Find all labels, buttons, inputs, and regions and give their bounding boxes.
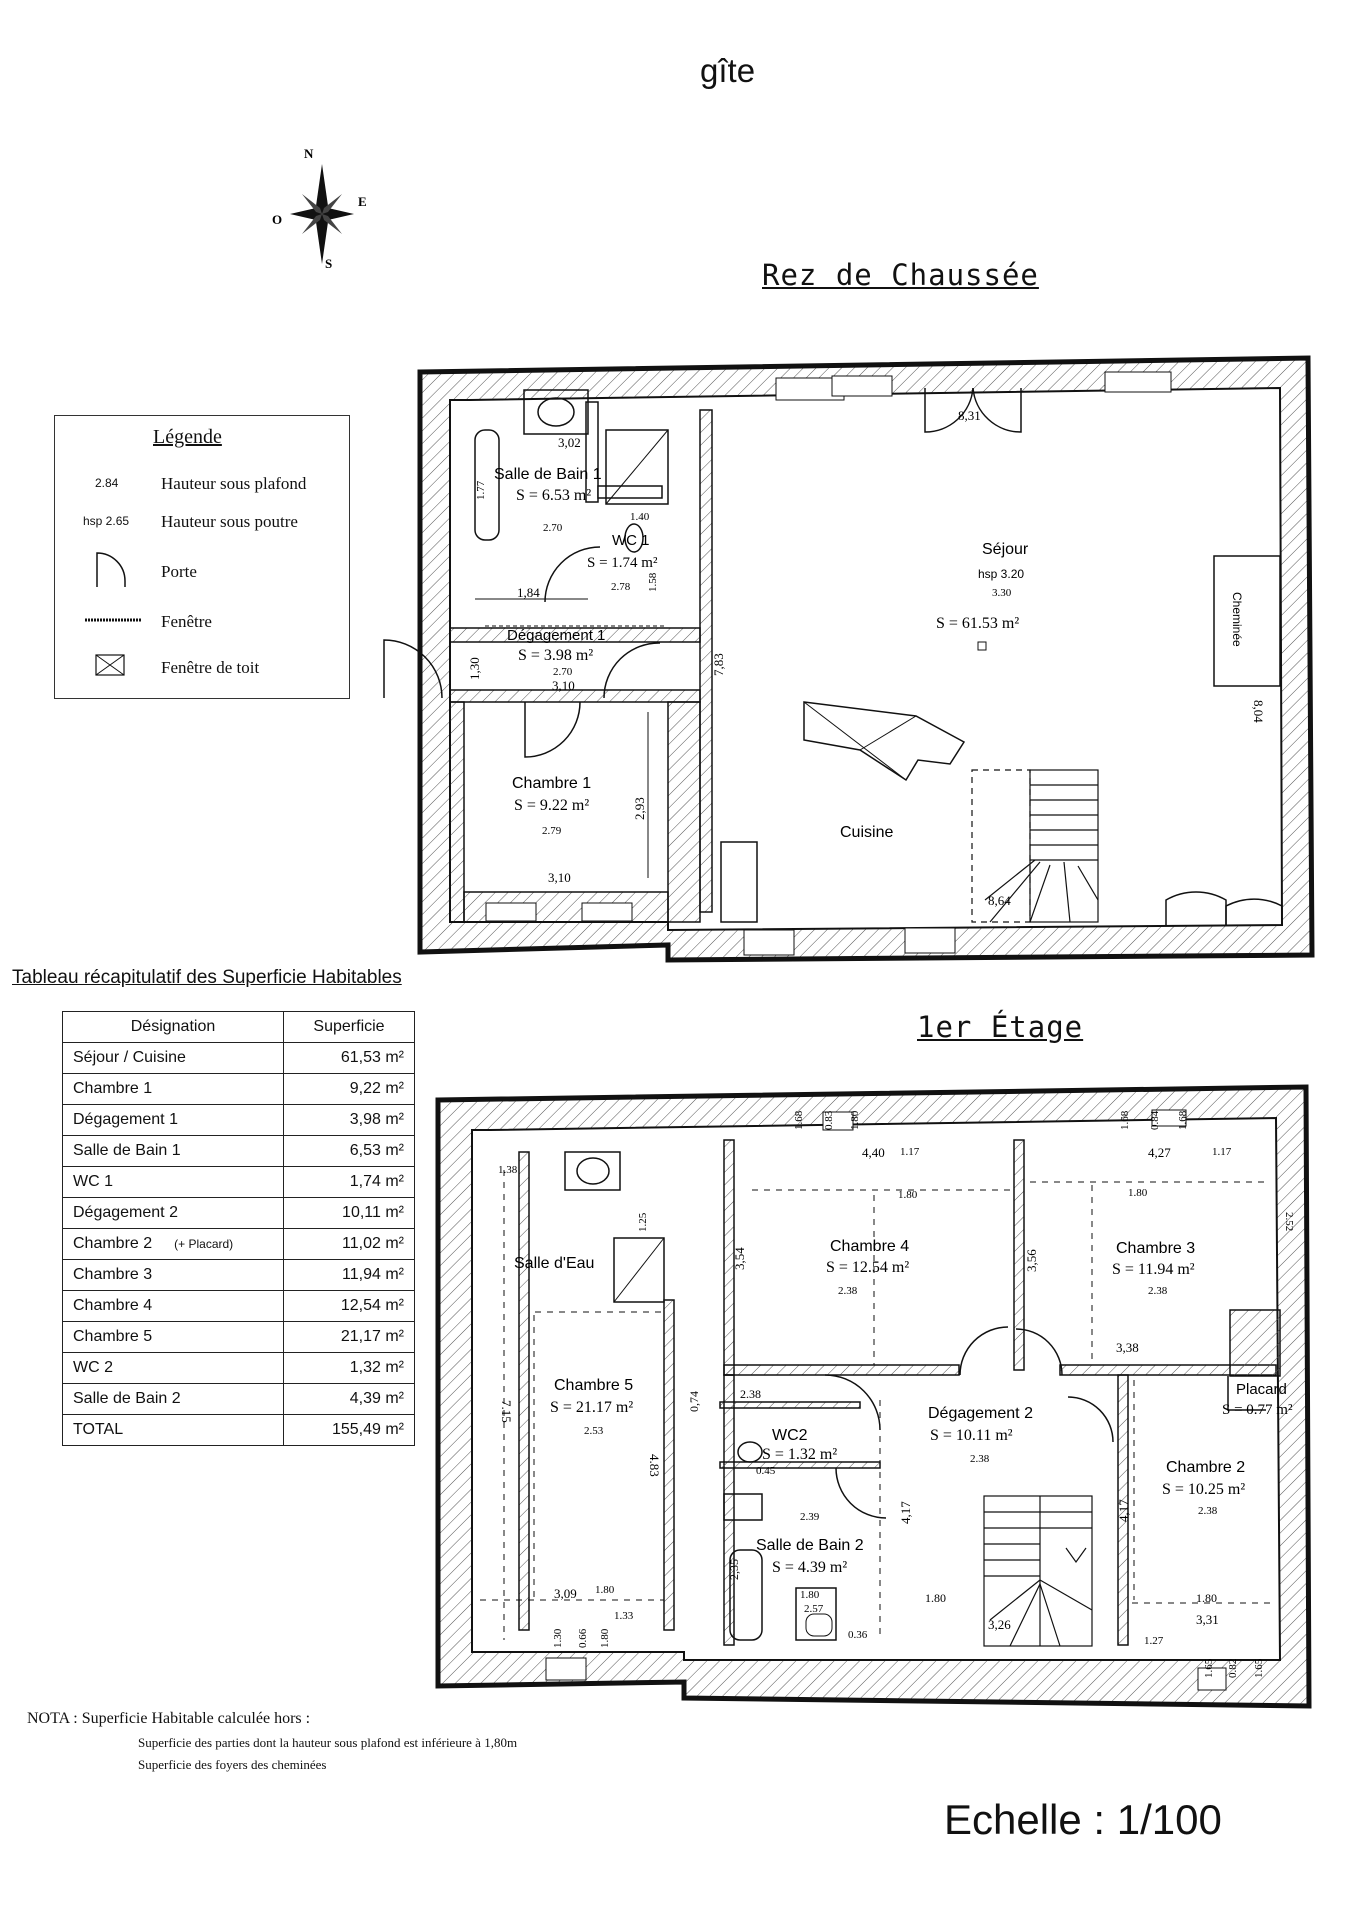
- ch3-width3: 1.80: [1128, 1187, 1148, 1199]
- deg1-depth: 1,30: [467, 657, 482, 680]
- deg2-height: 2.38: [970, 1453, 990, 1465]
- sejour-hsp: hsp 3.20: [978, 567, 1025, 581]
- ch2-width: 1.80: [1196, 1591, 1217, 1605]
- ch1-width: 3,10: [548, 870, 571, 885]
- table-cell-superficie: 10,11 m²: [284, 1198, 415, 1229]
- ch4-top2: 0.83: [823, 1110, 835, 1130]
- sdb1-height: 2.70: [543, 522, 563, 534]
- cheminee-name: Cheminée: [1230, 592, 1244, 647]
- legend-symbol-height: 2.84: [95, 476, 119, 490]
- table-cell-superficie: 61,53 m²: [284, 1043, 415, 1074]
- ch4-depth: 3,54: [732, 1247, 747, 1270]
- ch5-area: S = 21.17 m²: [550, 1399, 634, 1416]
- page-title: gîte: [700, 52, 756, 89]
- nota-title: NOTA : Superficie Habitable calculée hors :: [27, 1710, 311, 1727]
- ch3-top3: 1.68: [1177, 1110, 1189, 1130]
- table-cell-designation: Chambre 1: [63, 1074, 284, 1105]
- legend-label-roof-window: Fenêtre de toit: [161, 658, 260, 677]
- wc1-depth: 1.58: [647, 572, 659, 592]
- ch3-top2: 0.84: [1149, 1110, 1161, 1130]
- legend-label-height: Hauteur sous plafond: [161, 474, 307, 493]
- velux-icon: [804, 702, 964, 780]
- eau-width: 1.38: [498, 1164, 518, 1176]
- wc1-width: 1.40: [630, 511, 650, 523]
- first-floor-plan: [0, 1000, 1358, 1720]
- table-cell-designation: TOTAL: [63, 1415, 284, 1446]
- table-cell-designation: Dégagement 1: [63, 1105, 284, 1136]
- table-cell-superficie: 12,54 m²: [284, 1291, 415, 1322]
- ch5-bottom3: 1.80: [599, 1628, 611, 1648]
- table-cell-note: (+ Placard): [174, 1237, 234, 1251]
- ch3-top1: 1.68: [1119, 1110, 1131, 1130]
- sdb1-depth: 1.77: [475, 480, 487, 500]
- compass-o: O: [272, 212, 283, 227]
- wc1-height: 2.78: [611, 581, 631, 593]
- scale-label: Echelle : 1/100: [944, 1796, 1222, 1843]
- sejour-depth2: 8,04: [1251, 700, 1266, 723]
- ch3-area: S = 11.94 m²: [1112, 1261, 1195, 1278]
- table-cell-superficie: 155,49 m²: [284, 1415, 415, 1446]
- deg2-depth: 4,17: [898, 1501, 913, 1524]
- ch1-name: Chambre 1: [512, 775, 592, 792]
- sejour-depth: 7,83: [711, 653, 726, 676]
- ch5-depth2: 4.83: [647, 1454, 662, 1477]
- ground-floor-title: Rez de Chaussée: [762, 258, 1039, 292]
- ch4-width3: 1.80: [898, 1189, 918, 1201]
- eau-name: Salle d'Eau: [514, 1255, 595, 1272]
- sdb2-width2: 2.57: [804, 1603, 824, 1615]
- wc2-name: WC2: [772, 1427, 808, 1444]
- table-cell-designation: Chambre 5: [63, 1322, 284, 1353]
- ch2-width3: 1.27: [1144, 1635, 1164, 1647]
- wc1-area: S = 1.74 m²: [587, 555, 658, 571]
- table-header-designation: Désignation: [63, 1012, 284, 1043]
- table-cell-superficie: 6,53 m²: [284, 1136, 415, 1167]
- ch5-depth: 7.15: [499, 1400, 514, 1423]
- sdb2-width4: 0.36: [848, 1629, 868, 1641]
- ch4-area: S = 12.54 m²: [826, 1259, 910, 1276]
- deg1-name: Dégagement 1: [507, 627, 606, 644]
- sejour-area: S = 61.53 m²: [936, 615, 1020, 632]
- sejour-name: Séjour: [982, 541, 1029, 558]
- ch3-depth2: 2.52: [1283, 1212, 1295, 1232]
- ch5-width2: 1.80: [595, 1584, 615, 1596]
- deg2-stair: 3,26: [988, 1617, 1011, 1632]
- cuisine-name: Cuisine: [840, 824, 894, 841]
- table-title: Tableau récapitulatif des Superficie Habitables: [12, 967, 402, 988]
- sdb1-width: 3,02: [558, 435, 581, 450]
- ch2-bottom1: 1.65: [1203, 1658, 1215, 1678]
- ch3-width4: 3,38: [1116, 1340, 1139, 1355]
- table-cell-designation: Salle de Bain 2: [63, 1384, 284, 1415]
- ch4-name: Chambre 4: [830, 1238, 910, 1255]
- table-cell-designation: Dégagement 2: [63, 1198, 284, 1229]
- ch1-height: 2.79: [542, 825, 562, 837]
- table-cell-superficie: 1,74 m²: [284, 1167, 415, 1198]
- legend-label-window: Fenêtre: [161, 612, 212, 631]
- cheminee-block: [1214, 556, 1280, 686]
- wc2-width2: 0.45: [756, 1465, 776, 1477]
- ch2-bottom2: 0.82: [1227, 1658, 1239, 1678]
- sdb2-area: S = 4.39 m²: [772, 1559, 848, 1576]
- ch4-height: 2.38: [838, 1285, 858, 1297]
- compass-s: S: [325, 256, 333, 271]
- ch5-width: 3,09: [554, 1586, 577, 1601]
- sdb2-width: 2.39: [800, 1511, 820, 1523]
- table-cell-designation: WC 2: [63, 1353, 284, 1384]
- table-cell-designation: Chambre 4: [63, 1291, 284, 1322]
- table-header-superficie: Superficie: [284, 1012, 415, 1043]
- table-cell-designation: Séjour / Cuisine: [63, 1043, 284, 1074]
- ch5-name: Chambre 5: [554, 1377, 634, 1394]
- first-floor-title: 1er Étage: [917, 1010, 1084, 1044]
- ch2-width2: 3,31: [1196, 1612, 1219, 1627]
- ch4-top3: 1.80: [849, 1110, 861, 1130]
- table-cell-superficie: 11,02 m²: [284, 1229, 415, 1260]
- sejour-width: 8,31: [958, 408, 981, 423]
- ch5-height: 2.53: [584, 1425, 604, 1437]
- table-cell-superficie: 21,17 m²: [284, 1322, 415, 1353]
- placard-area: S = 0.77 m²: [1222, 1402, 1293, 1418]
- table-cell-superficie: 3,98 m²: [284, 1105, 415, 1136]
- ch2-depth: 4,17: [1116, 1499, 1131, 1522]
- ch3-width: 4,27: [1148, 1145, 1171, 1160]
- table-cell-designation: Chambre 3: [63, 1260, 284, 1291]
- nota-line-1: Superficie des parties dont la hauteur sous plafond est inférieure à 1,80m: [138, 1735, 518, 1750]
- deg1-width2: 1,84: [517, 585, 540, 600]
- table-cell-designation: WC 1: [63, 1167, 284, 1198]
- table-cell-superficie: 11,94 m²: [284, 1260, 415, 1291]
- ch4-width: 4,40: [862, 1145, 885, 1160]
- legend-label-beam: Hauteur sous poutre: [161, 512, 298, 531]
- first-outer-wall: [438, 1087, 1309, 1706]
- compass-e: E: [358, 194, 367, 209]
- table-cell-designation: Salle de Bain 1: [63, 1136, 284, 1167]
- deg2-name: Dégagement 2: [928, 1405, 1033, 1422]
- ch1-depth: 2,93: [632, 797, 647, 820]
- sdb2-width3: 1.80: [800, 1589, 820, 1601]
- deg1-area: S = 3.98 m²: [518, 647, 594, 664]
- wc1-name: WC 1: [612, 532, 650, 549]
- table-cell-superficie: 4,39 m²: [284, 1384, 415, 1415]
- legend-symbol-beam: hsp 2.65: [83, 514, 130, 528]
- table-cell-superficie: 1,32 m²: [284, 1353, 415, 1384]
- sejour-stair-dim: 8,64: [988, 893, 1011, 908]
- sejour-height: 3.30: [992, 587, 1012, 599]
- legend-title: Légende: [153, 426, 222, 448]
- ch5-width3: 1.33: [614, 1610, 634, 1622]
- ch4-width2: 1.17: [900, 1146, 920, 1158]
- ch3-depth: 3,56: [1024, 1249, 1039, 1272]
- deg2-width: 1.80: [925, 1591, 946, 1605]
- ch2-bottom3: 1.65: [1253, 1658, 1265, 1678]
- deg1-width: 3,10: [552, 678, 575, 693]
- sdb2-name: Salle de Bain 2: [756, 1537, 864, 1554]
- ch4-top1: 1.68: [793, 1110, 805, 1130]
- eau-depth: 1.25: [637, 1212, 649, 1232]
- nota-line-2: Superficie des foyers des cheminées: [138, 1757, 327, 1772]
- ch2-area: S = 10.25 m²: [1162, 1481, 1246, 1498]
- ch3-name: Chambre 3: [1116, 1240, 1196, 1257]
- ch3-width2: 1.17: [1212, 1146, 1232, 1158]
- sdb1-area: S = 6.53 m²: [516, 487, 592, 504]
- ch1-area: S = 9.22 m²: [514, 797, 590, 814]
- table-cell-superficie: 9,22 m²: [284, 1074, 415, 1105]
- legend-label-door: Porte: [161, 562, 197, 581]
- deg1-height: 2.70: [553, 666, 573, 678]
- ch2-height: 2.38: [1198, 1505, 1218, 1517]
- placard-name: Placard: [1236, 1381, 1287, 1398]
- compass-n: N: [304, 146, 314, 161]
- ch5-bottom1: 1.30: [552, 1628, 564, 1648]
- table-cell-designation: Chambre 2 (+ Placard): [63, 1229, 284, 1260]
- ch3-height: 2.38: [1148, 1285, 1168, 1297]
- ch5-bottom2: 0.66: [577, 1628, 589, 1648]
- wc2-area: S = 1.32 m²: [762, 1446, 838, 1463]
- ch2-name: Chambre 2: [1166, 1459, 1246, 1476]
- sdb1-name: Salle de Bain 1: [494, 466, 602, 483]
- wc2-width: 2.38: [740, 1387, 761, 1401]
- wc2-depth: 0,74: [687, 1391, 701, 1412]
- sdb2-depth: 2,35: [727, 1559, 741, 1580]
- deg2-area: S = 10.11 m²: [930, 1427, 1013, 1444]
